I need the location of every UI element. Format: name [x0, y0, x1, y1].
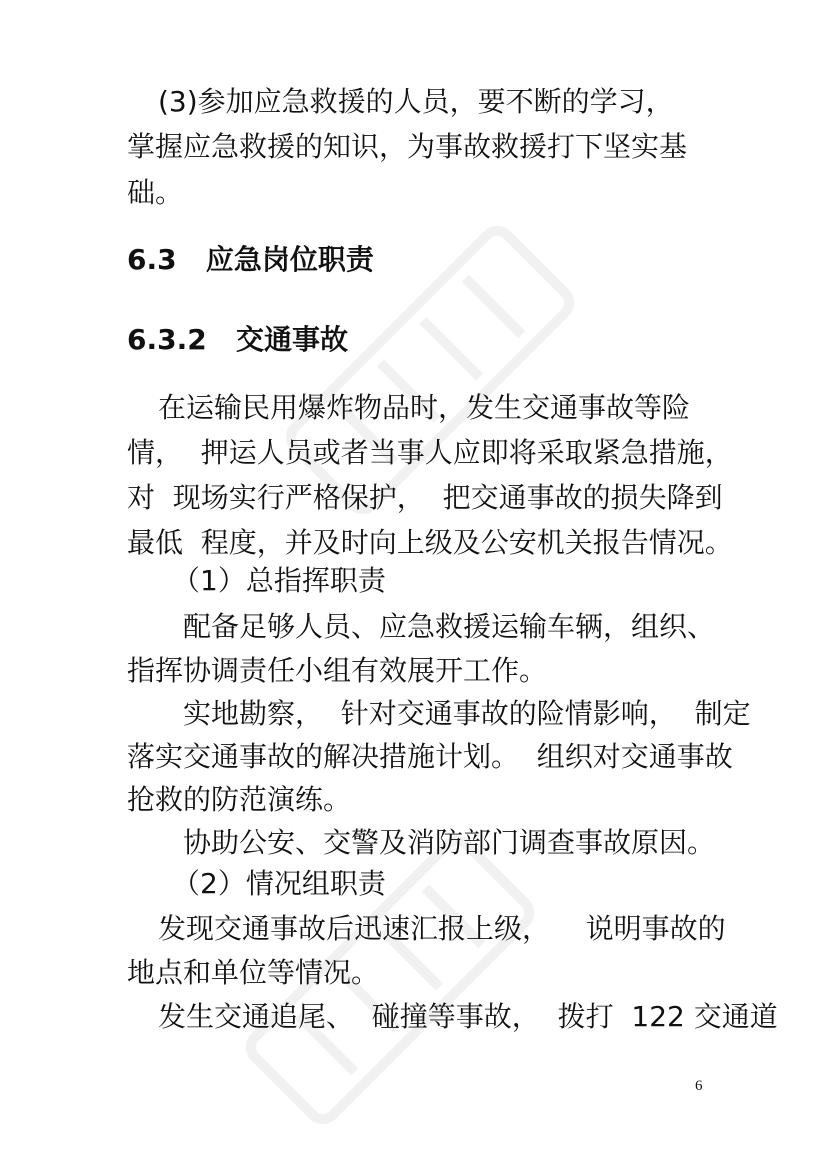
intro-line-1: 在运输民用爆炸物品时，发生交通事故等险 — [158, 391, 691, 424]
section-1-title: （1）总指挥职责 — [172, 564, 386, 597]
heading-6-3: 6.3 应急岗位职责 — [127, 243, 374, 276]
section-1-para-b-line-2: 落实交通事故的解决措施计划。 组织对交通事故 — [127, 740, 733, 773]
intro-line-2: 情， 押运人员或者当事人应即将采取紧急措施， — [127, 436, 733, 469]
section-1-para-a-line-2: 指挥协调责任小组有效展开工作。 — [127, 654, 548, 687]
section-2-title: （2）情况组职责 — [172, 867, 386, 900]
page-number: 6 — [695, 1078, 703, 1094]
paragraph-3-line-3: 础。 — [127, 176, 184, 209]
heading-6-3-2: 6.3.2 交通事故 — [127, 323, 348, 356]
intro-line-4: 最低 程度，并及时向上级及公安机关报告情况。 — [127, 526, 733, 559]
section-1-para-a-line-1: 配备足够人员、应急救援运输车辆，组织、 — [183, 610, 716, 643]
section-2-para-a-line-2: 地点和单位等情况。 — [127, 956, 380, 989]
paragraph-3-line-1: (3)参加应急救援的人员，要不断的学习， — [158, 85, 674, 118]
section-2-para-a-line-1: 发现交通事故后迅速汇报上级， 说明事故的 — [158, 912, 726, 945]
section-2-para-b-line-1: 发生交通追尾、 碰撞等事故， 拨打 122 交通道 — [158, 1000, 778, 1033]
section-1-para-c-line-1: 协助公安、交警及消防部门调查事故原因。 — [183, 826, 716, 859]
section-1-para-b-line-3: 抢救的防范演练。 — [127, 783, 352, 816]
intro-line-3: 对 现场实行严格保护， 把交通事故的损失降到 — [127, 481, 723, 514]
paragraph-3-line-2: 掌握应急救援的知识，为事故救援打下坚实基 — [127, 130, 688, 163]
section-1-para-b-line-1: 实地勘察， 针对交通事故的险情影响， 制定 — [183, 697, 751, 730]
